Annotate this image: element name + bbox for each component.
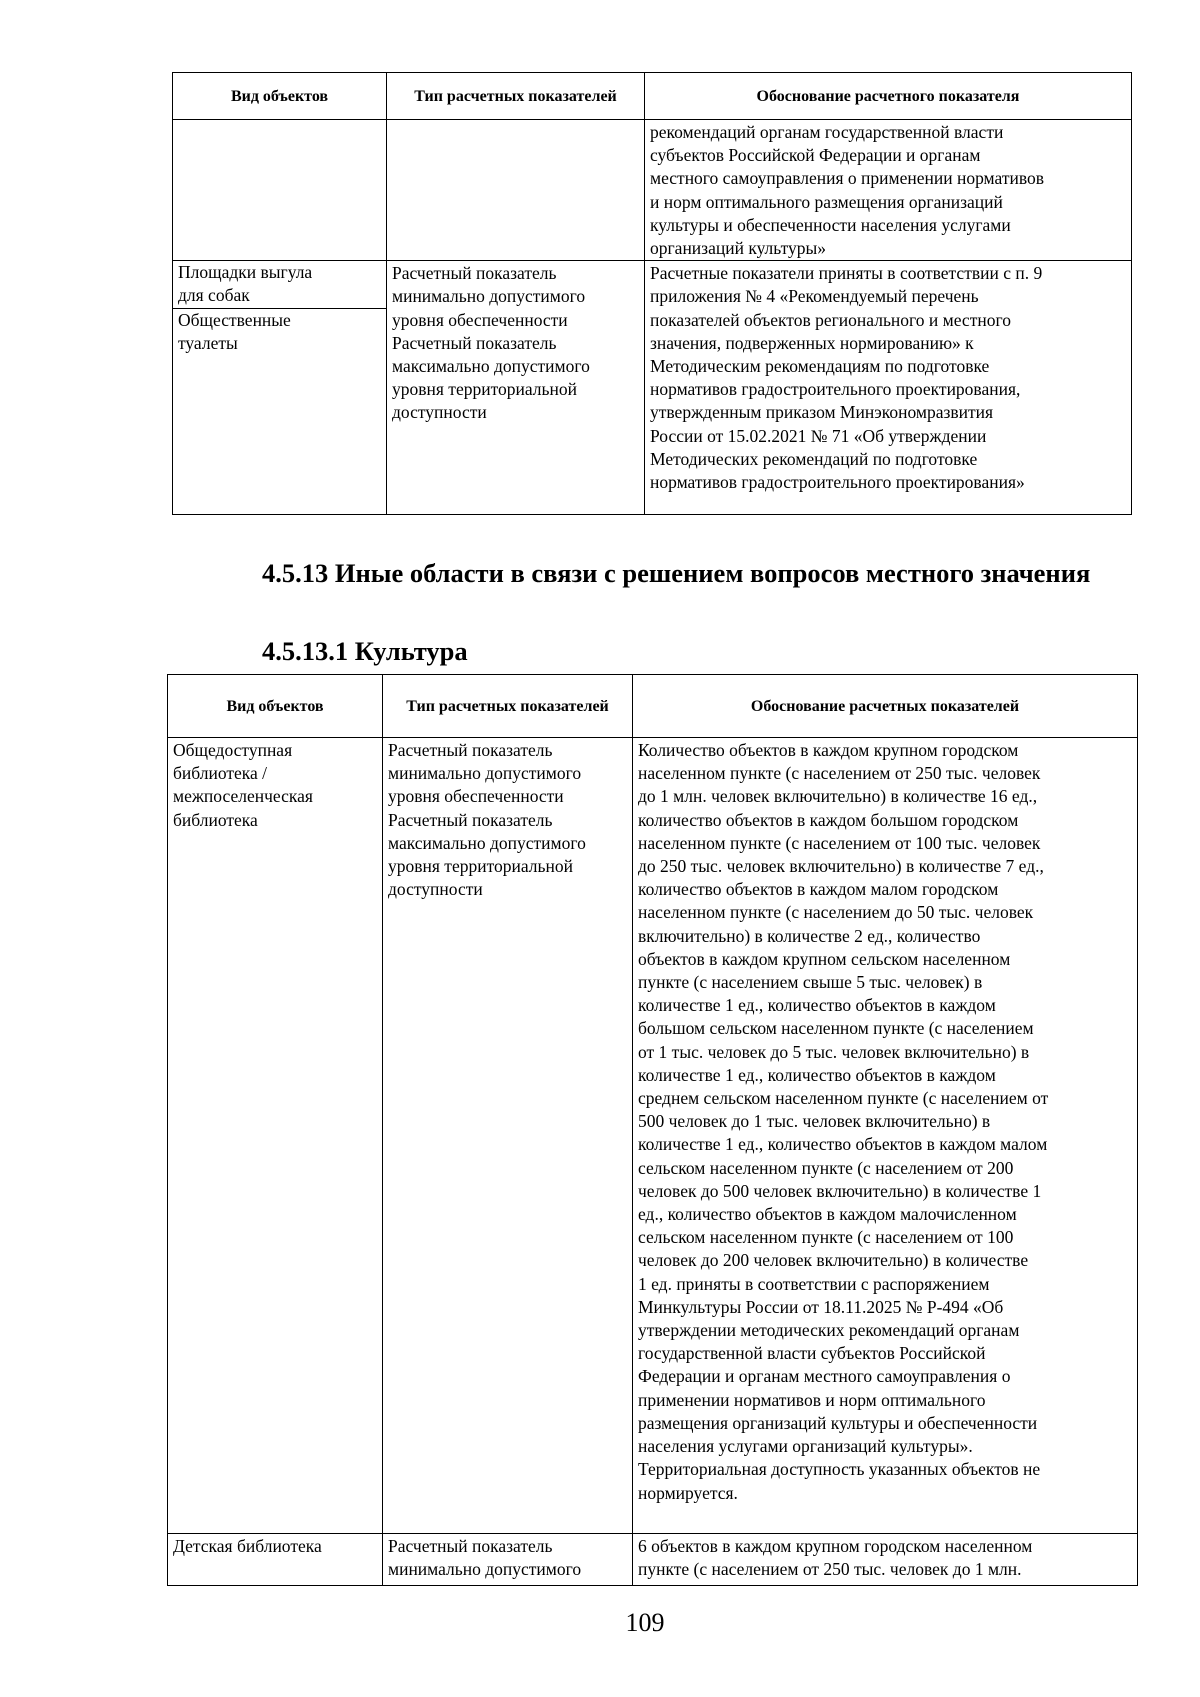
cell-object-types bbox=[173, 261, 387, 515]
table-row bbox=[173, 261, 1132, 515]
cell-justification: 6 объектов в каждом крупном городском населенном пункте (с населением от 250 тыс. человек до 1 млн. bbox=[633, 1534, 1138, 1586]
cell-indicator-type: Расчетный показатель минимально допустимого уровня обеспеченности Расчетный показатель максимально допустимого уровня территориальной доступности bbox=[383, 738, 633, 1534]
table-header-row bbox=[168, 675, 1138, 738]
cell-justification: Расчетные показатели приняты в соответствии с п. 9 приложения № 4 «Рекомендуемый перечень показателей объектов регионального и местного значения, подверженных нормированию» к Методическим рекомендациям по подготовке нормативов градостроительного проектирования, утвержденным приказом Минэкономразвития России от 15.02.2021 № 71 «Об утверждении Методических рекомендаций по подготовке нормативов градостроительного проектирования» bbox=[645, 261, 1132, 515]
cell-indicator-empty bbox=[387, 120, 645, 261]
object-public-toilets: Общественные туалеты bbox=[173, 308, 386, 355]
table-row bbox=[168, 738, 1138, 1534]
header-object-type: Вид объектов bbox=[173, 73, 387, 120]
cell-object-children-library: Детская библиотека bbox=[168, 1534, 383, 1586]
section-heading: 4.5.13 Иные области в связи с решением вопросов местного значения bbox=[262, 558, 1091, 588]
table-culture bbox=[167, 674, 1138, 1586]
cell-indicator-type: Расчетный показатель минимально допустимого bbox=[383, 1534, 633, 1586]
header-justification: Обоснование расчетных показателей bbox=[633, 675, 1138, 738]
table-upper bbox=[172, 72, 1132, 515]
cell-justification: Количество объектов в каждом крупном городском населенном пункте (с населением от 250 тыс. человек до 1 млн. человек включительно) в количестве 16 ед., количество объектов в каждом большом городском населенном пункте (с населением от 100 тыс. человек до 250 тыс. человек включительно) в количестве 7 ед., количество объектов в каждом малом городском населенном пункте (с населением до 50 тыс. человек включительно) в количестве 2 ед., количество объектов в каждом крупном сельском населенном пункте (с населением свыше 5 тыс. человек) в количестве 1 ед., количество объектов в каждом большом сельском населенном пункте (с населением от 1 тыс. человек до 5 тыс. человек включительно) в количестве 1 ед., количество объектов в каждом среднем сельском населенном пункте (с населением от 500 человек до 1 тыс. человек включительно) в количестве 1 ед., количество объектов в каждом малом сельском населенном пункте (с населением от 200 человек до 500 человек включительно) в количестве 1 ед., количество объектов в каждом малочисленном сельском населенном пункте (с населением от 100 человек до 200 человек включительно) в количестве 1 ед. приняты в соответствии с распоряжением Минкультуры России от 18.11.2025 № Р-494 «Об утверждении методических рекомендаций органам государственной власти субъектов Российской Федерации и органам местного самоуправления о применении нормативов и норм оптимального размещения организаций культуры и обеспеченности населения услугами организаций культуры». Территориальная доступность указанных объектов не нормируется. bbox=[633, 738, 1138, 1534]
header-indicator-type: Тип расчетных показателей bbox=[387, 73, 645, 120]
page-number: 109 bbox=[625, 1608, 665, 1637]
cell-indicator-type: Расчетный показатель минимально допустимого уровня обеспеченности Расчетный показатель максимально допустимого уровня территориальной доступности bbox=[387, 261, 645, 515]
cell-object-public-library: Общедоступная библиотека / межпоселенческая библиотека bbox=[168, 738, 383, 1534]
table-row bbox=[168, 1534, 1138, 1586]
cell-object-empty bbox=[173, 120, 387, 261]
table-header-row bbox=[173, 73, 1132, 120]
object-dog-parks: Площадки выгула для собак bbox=[178, 262, 313, 306]
section-subheading: 4.5.13.1 Культура bbox=[262, 636, 468, 666]
header-justification: Обоснование расчетного показателя bbox=[645, 73, 1132, 120]
header-object-type: Вид объектов bbox=[168, 675, 383, 738]
header-indicator-type: Тип расчетных показателей bbox=[383, 675, 633, 738]
cell-justification-continued: рекомендаций органам государственной власти субъектов Российской Федерации и органам местного самоуправления о применении нормативов и норм оптимального размещения организаций культуры и обеспеченности населения услугами организаций культуры» bbox=[645, 120, 1132, 261]
table-row bbox=[173, 120, 1132, 261]
